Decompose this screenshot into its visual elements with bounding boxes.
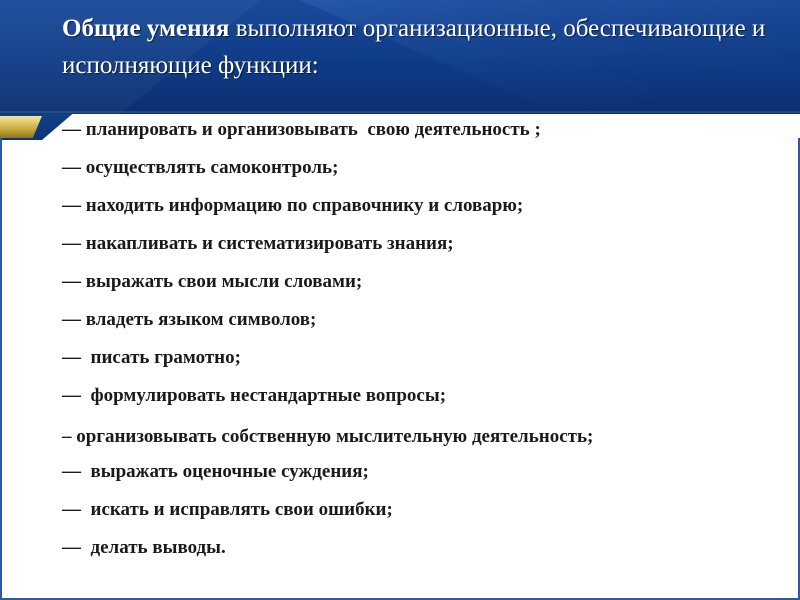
list-item: — выражать свои мысли словами; [62, 271, 363, 292]
title-rest: выполняют организационные, обеспечивающие и исполняющие функции: [62, 15, 766, 79]
list-item: — делать выводы. [62, 537, 226, 558]
title-banner [0, 0, 800, 114]
list-item: — формулировать нестандартные вопросы; [62, 385, 447, 406]
list-item: – организовывать собственную мыслительную деятельность; [62, 426, 594, 447]
list-item: — писать грамотно; [62, 347, 241, 368]
frame-left-edge [0, 138, 2, 600]
list-item: — осуществлять самоконтроль; [62, 157, 339, 178]
list-item: — выражать оценочные суждения; [62, 461, 369, 482]
list-item: — владеть языком символов; [62, 309, 317, 330]
list-item: — планировать и организовывать свою деятельность ; [62, 119, 541, 140]
list-item: — накапливать и систематизировать знания; [62, 233, 454, 254]
slide-title [62, 10, 782, 84]
list-item: — искать и исправлять свои ошибки; [62, 499, 393, 520]
list-item: — находить информацию по справочнику и словарю; [62, 195, 524, 216]
title-bold-part: Общие умения [62, 15, 230, 42]
skills-list [62, 118, 782, 574]
